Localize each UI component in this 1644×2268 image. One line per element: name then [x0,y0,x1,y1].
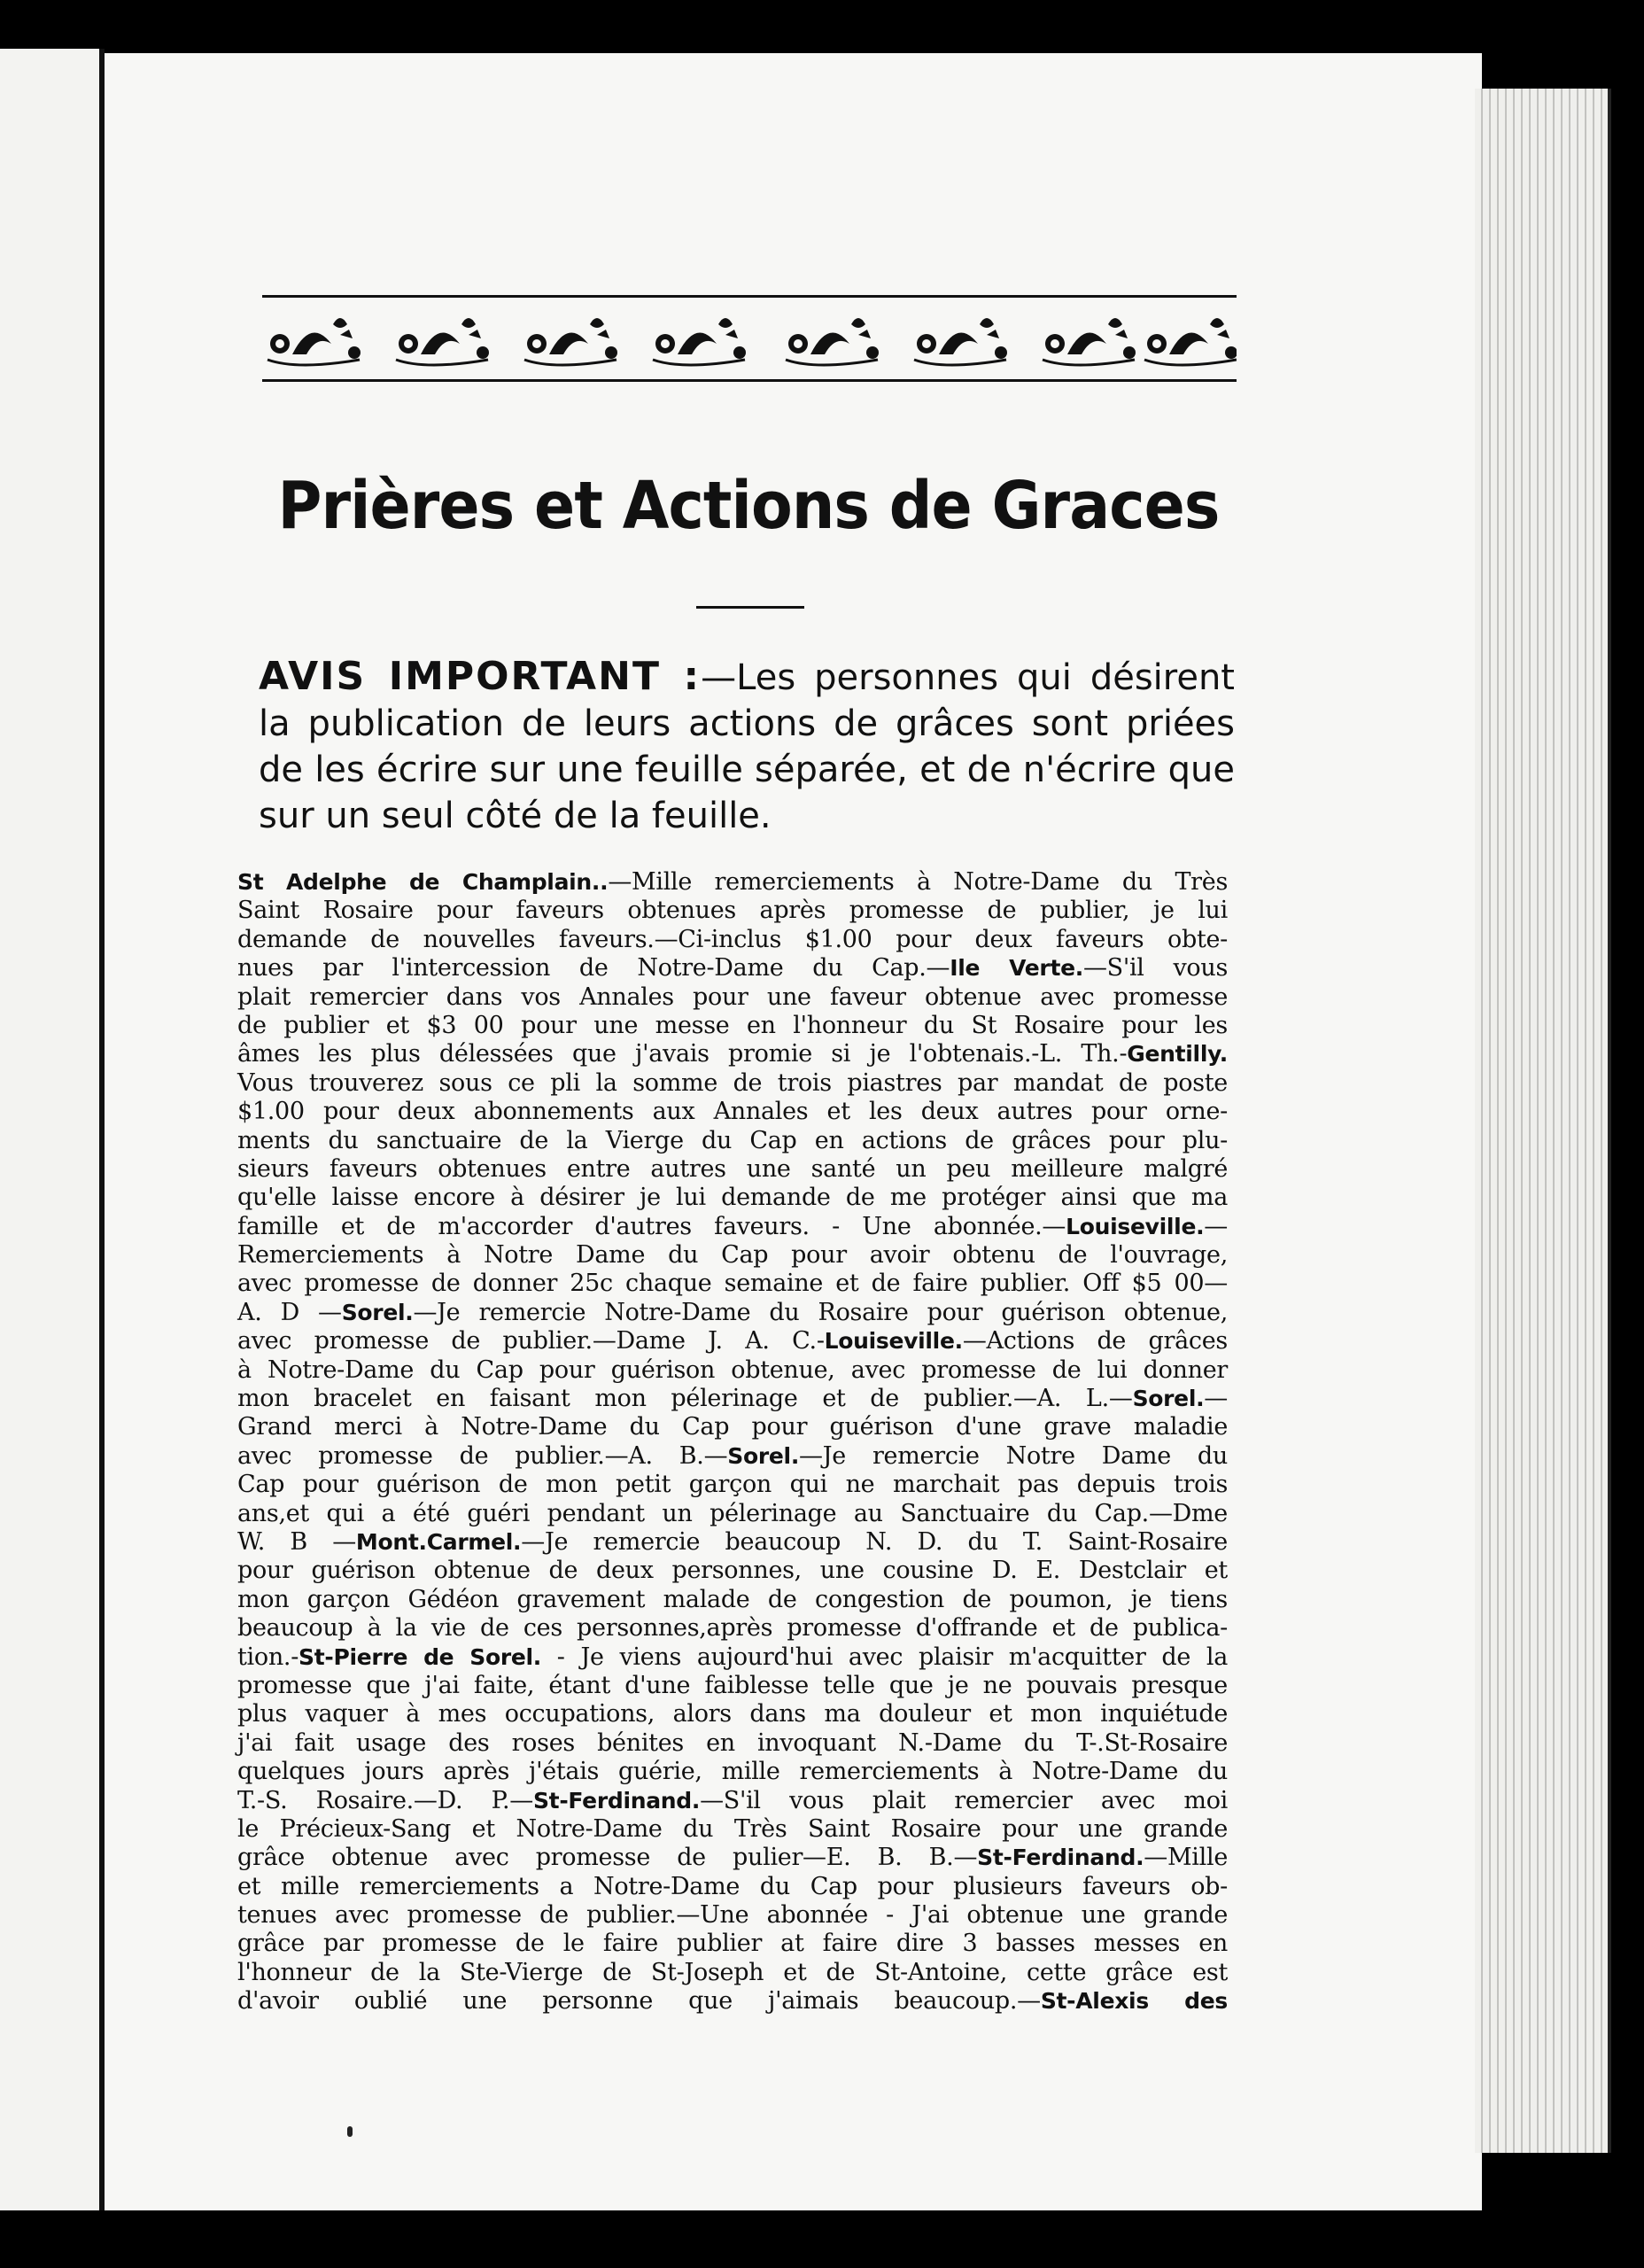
text-run: $1.00 pour deux abonnements aux Annales et les deux autres pour orne- [237,1098,1228,1126]
text-line [237,1844,1228,1872]
text-line [237,1012,1228,1040]
text-run: nues par l'intercession de Notre-Dame du Cap.— [237,954,950,983]
text-line [237,983,1228,1012]
text-run: âmes les plus délessées que j'avais promie si je l'obtenais.-L. Th.- [237,1040,1128,1068]
text-line [237,1327,1228,1355]
text-run: Grand merci à Notre-Dame du Cap pour guérison d'une grave maladie [237,1413,1228,1441]
text-line [237,1787,1228,1815]
text-line [237,1413,1228,1441]
text-run: sieurs faveurs obtenues entre autres une santé un peu meilleure malgré [237,1154,1228,1183]
text-line [237,1901,1228,1930]
text-run: beaucoup à la vie de ces personnes,après promesse d'offrande et de publica- [237,1614,1228,1643]
important-notice [259,654,1235,839]
place-name: Sorel. [341,1299,414,1325]
text-line [237,1299,1228,1327]
text-run: avec promesse de publier.—Dame J. A. C.- [237,1327,825,1355]
text-line [237,897,1228,925]
text-line [237,1069,1228,1098]
text-line [237,1557,1228,1585]
text-line [237,1643,1228,1672]
text-run: j'ai fait usage des roses bénites en invoquant N.-Dame du T-.St-Rosaire [237,1728,1228,1757]
text-line [237,954,1228,983]
text-run: — [1204,1385,1228,1413]
text-run: grâce par promesse de le faire publier at faire dire 3 basses messes en [237,1930,1228,1958]
text-run: pour guérison obtenue de deux personnes, une cousine D. E. Destclair et [237,1557,1228,1585]
text-line [237,1729,1228,1758]
text-line [237,1672,1228,1700]
ink-speck [347,2126,353,2137]
title-divider [696,606,804,609]
text-line [237,1873,1228,1901]
text-run: de publier et $3 00 pour une messe en l'honneur du St Rosaire pour les [237,1011,1228,1039]
ornament-top-rule [262,295,1237,298]
text-run: promesse que j'ai faite, étant d'une faiblesse telle que je ne pouvais presque [237,1671,1228,1699]
place-name: St-Ferdinand. [532,1787,701,1814]
text-run: Cap pour guérison de mon petit garçon qui ne marchait pas depuis trois [237,1471,1228,1499]
text-run: Remerciements à Notre Dame du Cap pour avoir obtenu de l'ouvrage, [237,1241,1228,1270]
place-name: Gentilly. [1127,1041,1228,1068]
text-run: grâce obtenue avec promesse de pulier—E. B. B.— [237,1844,978,1872]
page-stack-edges [1475,89,1611,2153]
text-run: mon bracelet en faisant mon pélerinage et de publier.—A. L.— [237,1385,1133,1413]
text-run: demande de nouvelles faveurs.—Ci-inclus $1.00 pour deux faveurs obte- [237,925,1228,953]
text-run: ments du sanctuaire de la Vierge du Cap en actions de grâces pour plu- [237,1126,1228,1154]
place-name: Louiseville. [824,1328,963,1355]
place-name: Ile Verte. [950,955,1083,982]
page-title: Prières et Actions de Graces [277,468,1220,544]
decorative-header-band [262,295,1237,382]
text-run: tenues avec promesse de publier.—Une abonnée - J'ai obtenue une grande [237,1901,1228,1930]
ornament-bottom-rule [262,379,1237,382]
text-line [237,1987,1228,2016]
text-run: d'avoir oublié une personne que j'aimais beaucoup.— [237,1987,1041,2016]
place-name: Sorel. [727,1442,800,1469]
text-run: mon garçon Gédéon gravement malade de congestion de poumon, je tiens [237,1585,1228,1613]
text-run: famille et de m'accorder d'autres faveurs. - Une abonnée.— [237,1212,1066,1240]
text-run: Saint Rosaire pour faveurs obtenues après promesse de publier, je lui [237,897,1228,925]
text-run: quelques jours après j'étais guérie, mille remerciements à Notre-Dame du [237,1758,1228,1786]
text-line [237,1930,1228,1958]
thanksgiving-text [237,868,1228,2016]
text-run: le Précieux-Sang et Notre-Dame du Très Saint Rosaire pour une grande [237,1814,1228,1843]
text-run: T.-S. Rosaire.—D. P.— [237,1786,533,1814]
text-line [237,1500,1228,1528]
text-run: - Je viens aujourd'hui avec plaisir m'acquitter de la [541,1643,1228,1671]
text-run: —Mille remerciements à Notre-Dame du Très [608,868,1228,896]
left-page-edge [0,49,105,2210]
text-run: W. B — [237,1527,356,1556]
text-line [237,1127,1228,1155]
text-line [237,1700,1228,1728]
place-name: Mont.Carmel. [355,1528,522,1555]
text-line [237,1356,1228,1385]
text-line [237,868,1228,897]
text-run: —Mille [1144,1844,1228,1872]
text-run: ans,et qui a été guéri pendant un pélerinage au Sanctuaire du Cap.—Dme [237,1499,1228,1527]
text-run: qu'elle laisse encore à désirer je lui demande de me protéger ainsi que ma [237,1184,1228,1212]
text-line [237,1758,1228,1786]
text-line [237,1815,1228,1844]
text-run: plus vaquer à mes occupations, alors dans ma douleur et mon inquiétude [237,1700,1228,1728]
place-name: St-Ferdinand. [977,1845,1144,1871]
text-run: A. D — [237,1298,342,1326]
text-line [237,1155,1228,1184]
text-line [237,1528,1228,1557]
text-run: et mille remerciements a Notre-Dame du Cap pour plusieurs faveurs ob- [237,1872,1228,1900]
text-line [237,1442,1228,1471]
text-run: — [1204,1212,1228,1240]
text-line [237,1213,1228,1241]
place-name: St-Pierre de Sorel. [299,1643,541,1670]
text-run: à Notre-Dame du Cap pour guérison obtenue, avec promesse de lui donner [237,1355,1228,1384]
text-run: avec promesse de publier.—A. B.— [237,1441,728,1470]
notice-lead: AVIS IMPORTANT : [259,654,702,699]
place-name: St-Alexis des [1040,1988,1228,2015]
text-run: —S'il vous [1082,954,1228,983]
text-line [237,1586,1228,1614]
text-line [237,1959,1228,1987]
text-run: tion.- [237,1643,299,1671]
text-line [237,1098,1228,1126]
text-line [237,1270,1228,1298]
text-run: avec promesse de donner 25c chaque semaine et de faire publier. Off $5 00— [237,1270,1228,1298]
text-line [237,926,1228,954]
text-run: —Je remercie Notre Dame du [799,1441,1228,1470]
place-name: Sorel. [1132,1386,1205,1412]
text-line [237,1471,1228,1499]
place-name: Louiseville. [1066,1213,1205,1239]
text-run: —Je remercie Notre-Dame du Rosaire pour guérison obtenue, [413,1298,1229,1326]
notice-text: —Les personnes qui désirent la publication de leurs actions de grâces sont priées de les écrire sur une feuille séparée, et de n'écrire que sur un seul côté de la feuille. [259,657,1235,836]
text-run: Vous trouverez sous ce pli la somme de trois piastres par mandat de poste [237,1068,1228,1097]
text-line [237,1385,1228,1413]
text-run: —Je remercie beaucoup N. D. du T. Saint-Rosaire [521,1527,1228,1556]
text-line [237,1614,1228,1643]
text-line [237,1184,1228,1212]
text-line [237,1241,1228,1270]
floral-ornament [262,308,1237,374]
text-run: plait remercier dans vos Annales pour une faveur obtenue avec promesse [237,983,1228,1011]
text-run: —Actions de grâces [962,1327,1228,1355]
text-run: —S'il vous plait remercier avec moi [700,1786,1228,1814]
text-line [237,1040,1228,1068]
text-run: l'honneur de la Ste-Vierge de St-Joseph et de St-Antoine, cette grâce est [237,1958,1228,1986]
place-name: St Adelphe de Champlain.. [237,869,609,895]
